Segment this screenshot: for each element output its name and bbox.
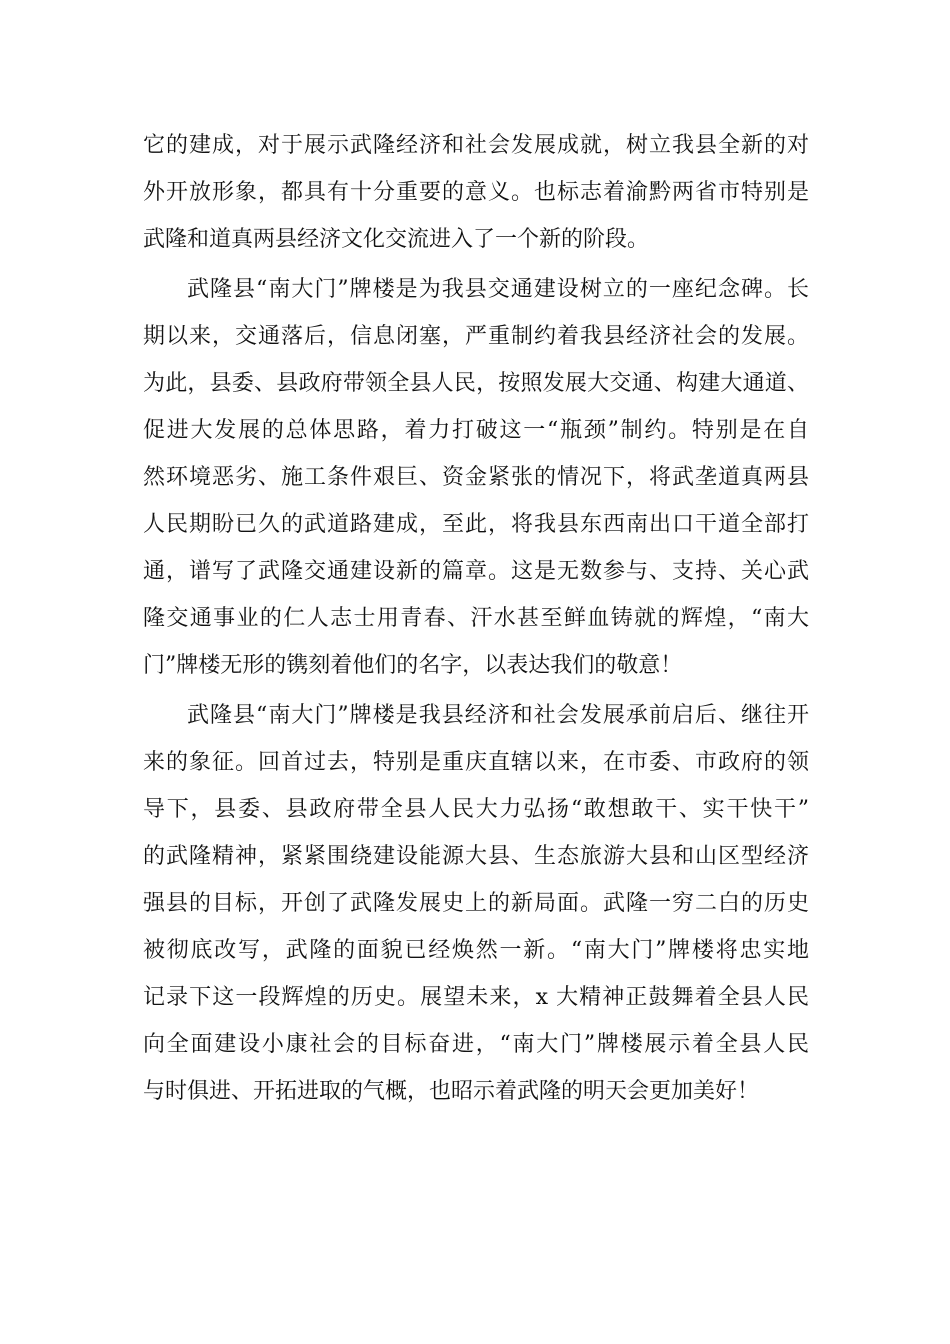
text-line: 的武隆精神，紧紧围绕建设能源大县、生态旅游大县和山区型经济 (143, 844, 809, 869)
paragraph-1 (143, 122, 809, 263)
text-line: 通，谱写了武隆交通建设新的篇章。这是无数参与、支持、关心武 (143, 559, 809, 584)
text-line: 为此，县委、县政府带领全县人民，按照发展大交通、构建大通道、 (143, 371, 809, 396)
text-line: 武隆和道真两县经济文化交流进入了一个新的阶段。 (143, 227, 650, 252)
text-line: 与时俱进、开拓进取的气概，也昭示着武隆的明天会更加美好！ (143, 1079, 760, 1104)
text-line: 向全面建设小康社会的目标奋进，“南大门”牌楼展示着全县人民 (143, 1032, 809, 1057)
text-line: 人民期盼已久的武道路建成，至此，将我县东西南出口干道全部打 (143, 512, 809, 537)
text-line: 它的建成，对于展示武隆经济和社会发展成就，树立我县全新的对 (143, 133, 809, 158)
text-line: 武隆县“南大门”牌楼是为我县交通建设树立的一座纪念碑。长 (187, 277, 809, 302)
text-line: 门”牌楼无形的镌刻着他们的名字，以表达我们的敬意！ (143, 653, 683, 678)
text-line: 外开放形象，都具有十分重要的意义。也标志着渝黔两省市特别是 (143, 180, 809, 205)
text-line: 被彻底改写，武隆的面貌已经焕然一新。“南大门”牌楼将忠实地 (143, 938, 809, 963)
text-line: 期以来，交通落后，信息闭塞，严重制约着我县经济社会的发展。 (143, 324, 809, 349)
text-line: 然环境恶劣、施工条件艰巨、资金紧张的情况下，将武垄道真两县 (143, 465, 809, 490)
text-line: 促进大发展的总体思路，着力打破这一“瓶颈”制约。特别是在自 (143, 418, 809, 443)
text-line: 武隆县“南大门”牌楼是我县经济和社会发展承前启后、继往开 (187, 703, 809, 728)
document-body (143, 122, 809, 1115)
paragraph-3 (143, 692, 809, 1115)
text-line: 导下，县委、县政府带全县人民大力弘扬“敢想敢干、实干快干” (143, 797, 809, 822)
text-line: 记录下这一段辉煌的历史。展望未来，x 大精神正鼓舞着全县人民 (143, 985, 809, 1010)
text-line: 来的象征。回首过去，特别是重庆直辖以来，在市委、市政府的领 (143, 750, 809, 775)
paragraph-2 (143, 266, 809, 689)
text-line: 强县的目标，开创了武隆发展史上的新局面。武隆一穷二白的历史 (143, 891, 809, 916)
text-line: 隆交通事业的仁人志士用青春、汗水甚至鲜血铸就的辉煌，“南大 (143, 606, 809, 631)
